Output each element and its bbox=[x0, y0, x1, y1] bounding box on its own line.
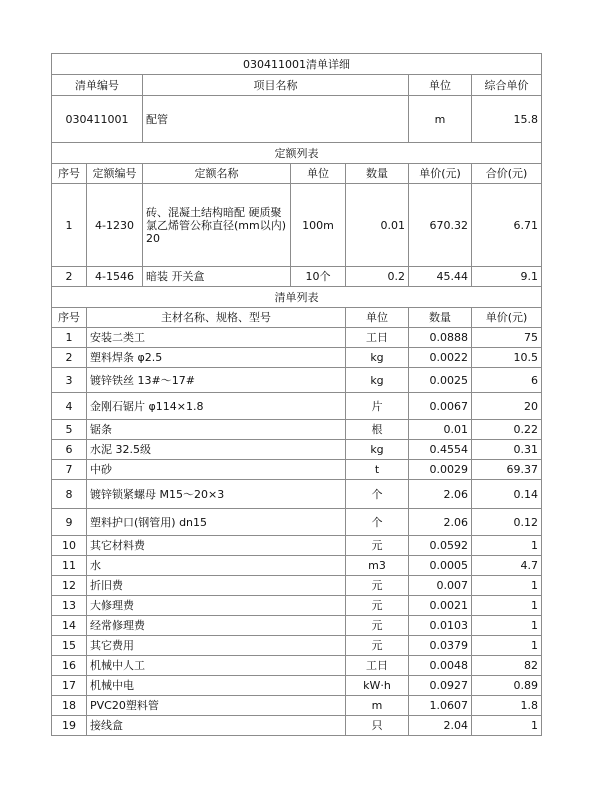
bill-row-qty: 0.0379 bbox=[409, 636, 472, 656]
bill-row bbox=[52, 460, 542, 480]
bill-row-price: 0.14 bbox=[472, 480, 542, 509]
bill-header: 数量 bbox=[409, 308, 472, 328]
bill-row-name: 塑料焊条 φ2.5 bbox=[87, 348, 346, 368]
bill-row-name: 经常修理费 bbox=[87, 616, 346, 636]
bill-row-no: 7 bbox=[52, 460, 87, 480]
bill-row-no: 18 bbox=[52, 696, 87, 716]
bill-code: 030411001 bbox=[52, 96, 143, 143]
bill-row-no: 10 bbox=[52, 536, 87, 556]
bill-detail-sheet bbox=[51, 53, 541, 736]
bill-row-price: 10.5 bbox=[472, 348, 542, 368]
quota-total: 9.1 bbox=[472, 267, 542, 287]
bill-row-qty: 0.0029 bbox=[409, 460, 472, 480]
bill-row bbox=[52, 616, 542, 636]
bill-row-price: 1 bbox=[472, 536, 542, 556]
quota-qty: 0.2 bbox=[346, 267, 409, 287]
bill-header: 主材名称、规格、型号 bbox=[87, 308, 346, 328]
bill-row-unit: 元 bbox=[346, 616, 409, 636]
bill-row-name: 水 bbox=[87, 556, 346, 576]
bill-unit: m bbox=[409, 96, 472, 143]
bill-row-price: 1 bbox=[472, 636, 542, 656]
bill-unit-price: 15.8 bbox=[472, 96, 542, 143]
bill-header: 单价(元) bbox=[472, 308, 542, 328]
quota-header: 单价(元) bbox=[409, 164, 472, 184]
bill-row-unit: 元 bbox=[346, 576, 409, 596]
quota-row bbox=[52, 267, 542, 287]
bill-row-no: 11 bbox=[52, 556, 87, 576]
quota-section-title: 定额列表 bbox=[52, 143, 542, 164]
bill-row-price: 0.22 bbox=[472, 420, 542, 440]
bill-row-unit: 片 bbox=[346, 393, 409, 420]
bill-row-name: 其它材料费 bbox=[87, 536, 346, 556]
bill-item-name: 配管 bbox=[143, 96, 409, 143]
bill-row-price: 20 bbox=[472, 393, 542, 420]
bill-row-no: 13 bbox=[52, 596, 87, 616]
bill-row-qty: 2.06 bbox=[409, 480, 472, 509]
bill-row-unit: 元 bbox=[346, 536, 409, 556]
bill-row-no: 8 bbox=[52, 480, 87, 509]
bill-row-price: 1.8 bbox=[472, 696, 542, 716]
bill-row-name: 其它费用 bbox=[87, 636, 346, 656]
header-unit-price: 综合单价 bbox=[472, 75, 542, 96]
bill-row-price: 82 bbox=[472, 656, 542, 676]
bill-row-name: PVC20塑料管 bbox=[87, 696, 346, 716]
bill-row-qty: 0.0021 bbox=[409, 596, 472, 616]
bill-row-no: 17 bbox=[52, 676, 87, 696]
bill-row bbox=[52, 556, 542, 576]
bill-row bbox=[52, 596, 542, 616]
header-unit: 单位 bbox=[409, 75, 472, 96]
bill-row-unit: 元 bbox=[346, 636, 409, 656]
quota-price: 670.32 bbox=[409, 184, 472, 267]
bill-header: 单位 bbox=[346, 308, 409, 328]
quota-header: 单位 bbox=[291, 164, 346, 184]
bill-row-qty: 0.0067 bbox=[409, 393, 472, 420]
quota-header: 序号 bbox=[52, 164, 87, 184]
bill-row-name: 中砂 bbox=[87, 460, 346, 480]
bill-row bbox=[52, 509, 542, 536]
bill-row-name: 镀锌铁丝 13#～17# bbox=[87, 368, 346, 393]
bill-row-qty: 0.0005 bbox=[409, 556, 472, 576]
bill-row-unit: 根 bbox=[346, 420, 409, 440]
bill-row-unit: m bbox=[346, 696, 409, 716]
bill-row bbox=[52, 576, 542, 596]
bill-row bbox=[52, 368, 542, 393]
bill-row-price: 1 bbox=[472, 616, 542, 636]
quota-total: 6.71 bbox=[472, 184, 542, 267]
bill-row-no: 15 bbox=[52, 636, 87, 656]
bill-row-name: 镀锌锁紧螺母 M15～20×3 bbox=[87, 480, 346, 509]
bill-row-name: 塑料护口(钢管用) dn15 bbox=[87, 509, 346, 536]
bill-row-price: 75 bbox=[472, 328, 542, 348]
quota-unit: 100m bbox=[291, 184, 346, 267]
bill-row bbox=[52, 636, 542, 656]
detail-table bbox=[51, 53, 542, 736]
quota-no: 2 bbox=[52, 267, 87, 287]
bill-header: 序号 bbox=[52, 308, 87, 328]
bill-row bbox=[52, 348, 542, 368]
bill-row-no: 2 bbox=[52, 348, 87, 368]
bill-row-price: 0.89 bbox=[472, 676, 542, 696]
bill-row bbox=[52, 676, 542, 696]
bill-row-unit: kW·h bbox=[346, 676, 409, 696]
bill-row bbox=[52, 480, 542, 509]
bill-row-qty: 0.0927 bbox=[409, 676, 472, 696]
bill-row-no: 1 bbox=[52, 328, 87, 348]
quota-header: 数量 bbox=[346, 164, 409, 184]
bill-row-price: 0.31 bbox=[472, 440, 542, 460]
bill-row-qty: 0.007 bbox=[409, 576, 472, 596]
bill-row-price: 0.12 bbox=[472, 509, 542, 536]
bill-row-price: 4.7 bbox=[472, 556, 542, 576]
quota-code: 4-1230 bbox=[87, 184, 143, 267]
bill-row-name: 金刚石锯片 φ114×1.8 bbox=[87, 393, 346, 420]
bill-row-unit: 元 bbox=[346, 596, 409, 616]
bill-row-qty: 0.0022 bbox=[409, 348, 472, 368]
bill-row-no: 3 bbox=[52, 368, 87, 393]
sheet-title: 030411001清单详细 bbox=[52, 54, 542, 75]
bill-row bbox=[52, 716, 542, 736]
bill-row-price: 1 bbox=[472, 596, 542, 616]
quota-no: 1 bbox=[52, 184, 87, 267]
bill-row-qty: 0.0592 bbox=[409, 536, 472, 556]
bill-row-unit: m3 bbox=[346, 556, 409, 576]
quota-code: 4-1546 bbox=[87, 267, 143, 287]
bill-row-no: 12 bbox=[52, 576, 87, 596]
bill-row-no: 9 bbox=[52, 509, 87, 536]
bill-row-no: 19 bbox=[52, 716, 87, 736]
bill-row-name: 水泥 32.5级 bbox=[87, 440, 346, 460]
bill-row-price: 1 bbox=[472, 576, 542, 596]
bill-row-unit: kg bbox=[346, 440, 409, 460]
bill-row-qty: 0.0025 bbox=[409, 368, 472, 393]
bill-row-name: 机械中电 bbox=[87, 676, 346, 696]
bill-row-qty: 2.04 bbox=[409, 716, 472, 736]
quota-header: 合价(元) bbox=[472, 164, 542, 184]
quota-qty: 0.01 bbox=[346, 184, 409, 267]
bill-row-unit: 个 bbox=[346, 509, 409, 536]
bill-row-name: 接线盒 bbox=[87, 716, 346, 736]
bill-row-name: 安装二类工 bbox=[87, 328, 346, 348]
bill-row-name: 折旧费 bbox=[87, 576, 346, 596]
bill-row-unit: 个 bbox=[346, 480, 409, 509]
bill-row-name: 锯条 bbox=[87, 420, 346, 440]
bill-row-unit: kg bbox=[346, 368, 409, 393]
quota-unit: 10个 bbox=[291, 267, 346, 287]
bill-row bbox=[52, 393, 542, 420]
bill-row-qty: 0.0048 bbox=[409, 656, 472, 676]
bill-main-row bbox=[52, 96, 542, 143]
quota-price: 45.44 bbox=[409, 267, 472, 287]
bill-row-no: 5 bbox=[52, 420, 87, 440]
bill-row-name: 机械中人工 bbox=[87, 656, 346, 676]
header-bill-code: 清单编号 bbox=[52, 75, 143, 96]
bill-row-qty: 2.06 bbox=[409, 509, 472, 536]
bill-section-title: 清单列表 bbox=[52, 287, 542, 308]
bill-row-no: 6 bbox=[52, 440, 87, 460]
bill-row-price: 6 bbox=[472, 368, 542, 393]
quota-header: 定额名称 bbox=[143, 164, 291, 184]
quota-row bbox=[52, 184, 542, 267]
bill-row-unit: 工日 bbox=[346, 656, 409, 676]
quota-header: 定额编号 bbox=[87, 164, 143, 184]
bill-row-unit: 只 bbox=[346, 716, 409, 736]
bill-row-qty: 0.0888 bbox=[409, 328, 472, 348]
bill-row-unit: t bbox=[346, 460, 409, 480]
bill-row-unit: kg bbox=[346, 348, 409, 368]
bill-row-no: 14 bbox=[52, 616, 87, 636]
header-item-name: 项目名称 bbox=[143, 75, 409, 96]
bill-row-no: 4 bbox=[52, 393, 87, 420]
bill-row-unit: 工日 bbox=[346, 328, 409, 348]
bill-row bbox=[52, 328, 542, 348]
bill-row-price: 1 bbox=[472, 716, 542, 736]
bill-row bbox=[52, 696, 542, 716]
bill-row-price: 69.37 bbox=[472, 460, 542, 480]
bill-row-qty: 0.0103 bbox=[409, 616, 472, 636]
bill-row bbox=[52, 420, 542, 440]
bill-row-qty: 0.01 bbox=[409, 420, 472, 440]
bill-row bbox=[52, 440, 542, 460]
bill-row bbox=[52, 656, 542, 676]
bill-row bbox=[52, 536, 542, 556]
bill-row-qty: 0.4554 bbox=[409, 440, 472, 460]
quota-name: 暗装 开关盒 bbox=[143, 267, 291, 287]
quota-name: 砖、混凝土结构暗配 硬质聚氯乙烯管公称直径(mm以内) 20 bbox=[143, 184, 291, 267]
bill-row-qty: 1.0607 bbox=[409, 696, 472, 716]
bill-row-name: 大修理费 bbox=[87, 596, 346, 616]
bill-row-no: 16 bbox=[52, 656, 87, 676]
